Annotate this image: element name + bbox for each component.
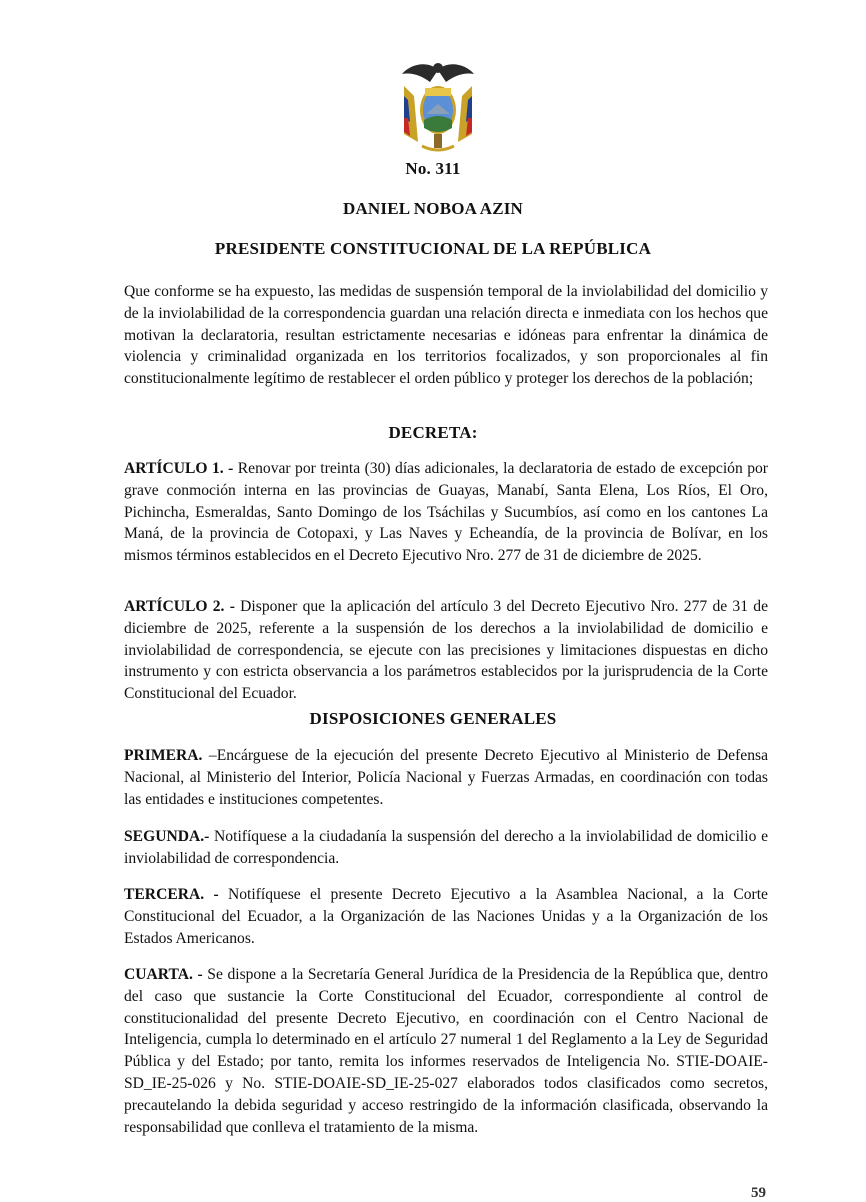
disposicion-segunda-label: SEGUNDA.- [124,828,210,845]
disposicion-primera [124,745,768,810]
decreta-heading: DECRETA: [388,423,478,442]
considerando-paragraph: Que conforme se ha expuesto, las medidas de suspensión temporal de la inviolabilidad del domicilio y de la inviolabilidad de la correspondencia guardan una relación directa e inmediata con los hechos que motivan la declaratoria, resultan estrictamente necesarias e idóneas para enfrentar la dinámica de violencia y criminalidad organizada en los territorios focalizados, y son proporcionales al fin constitucionalmente legítimo de restablecer el orden público y proteger los derechos de la población; [124,283,768,388]
president-name: DANIEL NOBOA AZIN [342,199,524,218]
disposicion-tercera-label: TERCERA. - [124,886,219,903]
disposiciones-heading: DISPOSICIONES GENERALES [309,709,557,728]
ecuador-coat-of-arms-icon [400,56,476,154]
decree-number: No. 311 [405,159,461,178]
disposicion-segunda [124,826,768,870]
article-1-text: Renovar por treinta (30) días adicionales, la declaratoria de estado de excepción por grave conmoción interna en las provincias de Guayas, Manabí, Santa Elena, Los Ríos, El Oro, Pichincha, Esmeraldas, Santo Domingo de los Tsáchilas y Sucumbíos, así como en los cantones La Maná, de la provincia de Cotopaxi, y Las Naves y Echeandía, de la provincia de Bolívar, en los mismos términos establecidos en el Decreto Ejecutivo Nro. 277 de 31 de diciembre de 2025. [124,460,768,565]
disposicion-tercera-text: Notifíquese el presente Decreto Ejecutivo a la Asamblea Nacional, a la Corte Constitucional del Ecuador, a la Organización de las Naciones Unidas y a la Organización de los Estados Americanos. [124,886,768,947]
article-2-label: ARTÍCULO 2. - [124,598,235,615]
disposicion-cuarta [124,964,768,1138]
disposicion-primera-text: –Encárguese de la ejecución del presente Decreto Ejecutivo al Ministerio de Defensa Nacional, al Ministerio del Interior, Policía Nacional y Fuerzas Armadas, en coordinación con todas las entidades e instituciones competentes. [124,747,768,808]
disposicion-segunda-text: Notifíquese a la ciudadanía la suspensión del derecho a la inviolabilidad de domicilio e inviolabilidad de correspondencia. [124,828,768,867]
article-1-label: ARTÍCULO 1. - [124,460,234,477]
disposicion-tercera [124,884,768,949]
president-title: PRESIDENTE CONSTITUCIONAL DE LA REPÚBLICA [214,239,652,258]
article-1 [124,458,768,567]
page-number: 59 [751,1185,766,1201]
disposicion-primera-label: PRIMERA. [124,747,203,764]
disposicion-cuarta-text: Se dispone a la Secretaría General Jurídica de la Presidencia de la República que, dentro del caso que sustancie la Corte Constitucional del Ecuador, correspondiente al control de constitucionalidad del presente Decreto Ejecutivo, en coordinación con el Centro Nacional de Inteligencia, cumpla lo determinado en el artículo 27 numeral 1 del Reglamento a la Ley de Seguridad Pública y del Estado; por tanto, remita los informes reservados de Inteligencia No. STIE-DOAIE-SD_IE-25-026 y No. STIE-DOAIE-SD_IE-25-027 elaborados todos clasificados como secretos, precautelando la debida seguridad y acceso restringido de la información clasificada, observando la responsabilidad que conlleva el tratamiento de la misma. [124,966,768,1136]
disposicion-cuarta-label: CUARTA. - [124,966,203,983]
article-2 [124,596,768,705]
article-2-text: Disponer que la aplicación del artículo 3 del Decreto Ejecutivo Nro. 277 de 31 de diciembre de 2025, referente a la suspensión de los derechos a la inviolabilidad de domicilio e inviolabilidad de correspondencia, se ejecute con las precisiones y limitaciones dispuestas en dicho instrumento y con estricta observancia a los parámetros establecidos por la jurisprudencia de la Corte Constitucional del Ecuador. [124,598,768,703]
